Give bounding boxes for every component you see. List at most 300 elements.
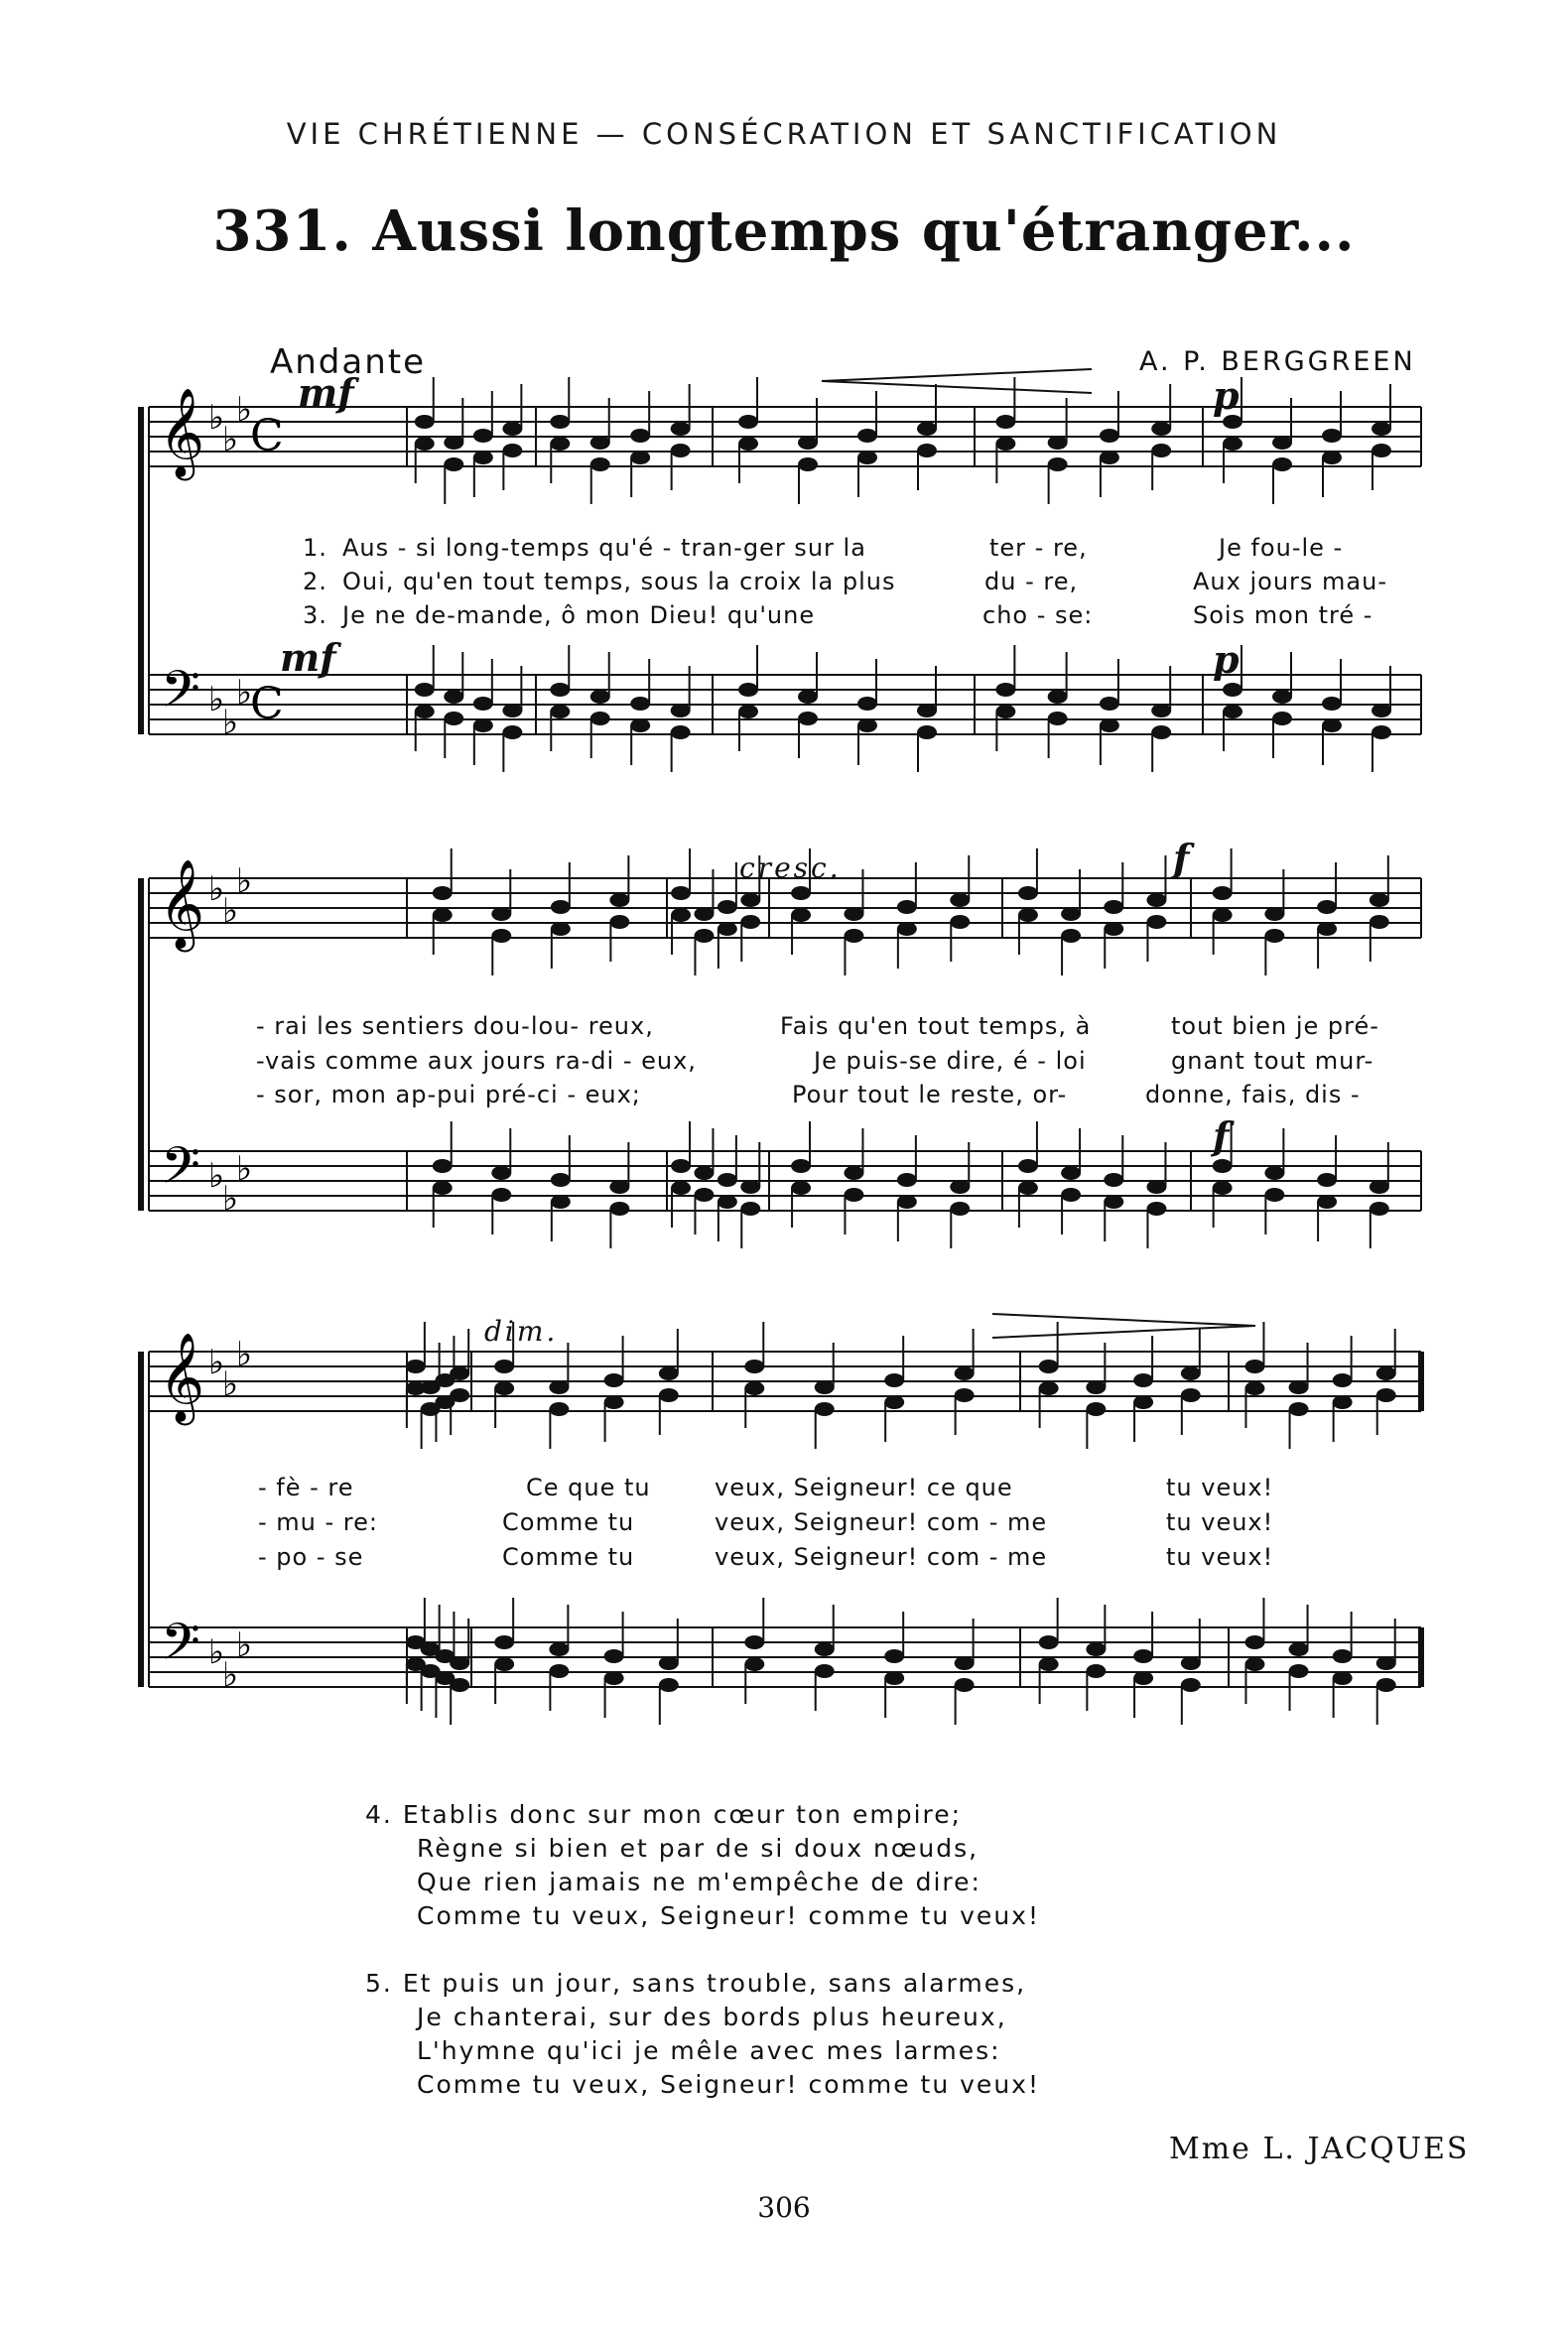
note-head — [1372, 444, 1391, 457]
dynamic-mf-treble: mf — [298, 370, 354, 415]
lyric-s2-l2-c: gnant tout mur- — [1171, 1047, 1374, 1075]
note-head — [502, 422, 522, 436]
note-head — [1264, 929, 1284, 943]
flat-icon: ♭ — [222, 703, 239, 742]
note-head — [740, 1180, 760, 1194]
note-head — [1100, 718, 1119, 732]
lyric-s1-l1-c: Je fou-le - — [1219, 534, 1344, 562]
note-head — [1370, 1202, 1389, 1216]
lyric-s3-l1-b: Ce que tu — [526, 1474, 651, 1501]
hymn-number: 331. — [212, 198, 352, 264]
note-head — [494, 1381, 514, 1395]
note-head — [718, 922, 737, 936]
note-head — [718, 1173, 737, 1187]
note-head — [590, 690, 610, 704]
note-head — [1018, 1181, 1038, 1195]
lyric-s3-l1-d: tu veux! — [1166, 1474, 1274, 1501]
dynamic-f-bass: f — [1213, 1113, 1230, 1158]
lyric-s3-l2-a: - mu - re: — [258, 1508, 378, 1536]
note-head — [590, 712, 610, 725]
decrescendo-hairpin — [822, 369, 1092, 393]
note-head — [995, 683, 1015, 697]
note-head — [491, 929, 511, 943]
note-head — [1133, 1671, 1153, 1685]
note-head — [609, 1202, 629, 1216]
flat-icon: ♭ — [208, 680, 225, 719]
note-head — [630, 451, 650, 464]
note-head — [798, 690, 818, 704]
note-head — [791, 1181, 811, 1195]
note-head — [433, 908, 453, 922]
note-head — [791, 1159, 811, 1173]
lyric-s2-l2-b: Je puis-se dire, é - loi — [814, 1047, 1087, 1075]
note-head — [740, 893, 760, 907]
note-head — [1376, 1678, 1396, 1692]
note-head — [1133, 1649, 1153, 1663]
note-head — [744, 1635, 764, 1649]
note-head — [1151, 444, 1171, 457]
note-head — [815, 1402, 835, 1416]
note-head — [897, 922, 917, 936]
note-head — [1317, 1173, 1337, 1187]
note-head — [744, 1381, 764, 1395]
note-head — [1048, 712, 1068, 725]
note-head — [491, 907, 511, 921]
note-head — [659, 1678, 679, 1692]
note-head — [955, 1388, 975, 1402]
note-head — [1146, 893, 1166, 907]
lyric-s1-l2-b: du - re, — [984, 568, 1079, 595]
note-head — [1322, 451, 1342, 464]
note-head — [1264, 1188, 1284, 1202]
note-head — [1333, 1373, 1353, 1387]
note-head — [671, 886, 691, 900]
note-head — [1048, 436, 1068, 450]
stanza-4-number: 4. — [365, 1800, 393, 1829]
note-head — [502, 704, 522, 717]
note-head — [1104, 900, 1123, 914]
flat-icon: ♭ — [236, 390, 253, 430]
note-head — [450, 1678, 469, 1692]
note-head — [1061, 907, 1081, 921]
stanza-4-line-4: Comme tu veux, Seigneur! comme tu veux! — [417, 1901, 1040, 1930]
tempo-marking: Andante — [270, 342, 427, 382]
note-head — [1322, 429, 1342, 443]
note-head — [1213, 1159, 1233, 1173]
note-head — [550, 437, 570, 451]
note-head — [671, 422, 691, 436]
note-head — [444, 457, 463, 471]
note-head — [857, 718, 877, 732]
note-head — [450, 1388, 469, 1402]
note-head — [551, 1173, 571, 1187]
note-head — [1213, 908, 1233, 922]
lyric-s3-l2-b: Comme tu — [502, 1508, 635, 1536]
note-head — [1146, 1180, 1166, 1194]
note-head — [917, 725, 937, 739]
hymn-title: Aussi longtemps qu'étranger... — [372, 198, 1356, 264]
note-head — [659, 1366, 679, 1380]
note-head — [1039, 1360, 1059, 1373]
note-head — [884, 1671, 904, 1685]
section-header: VIE CHRÉTIENNE — CONSÉCRATION ET SANCTIFICATION — [286, 117, 1282, 151]
note-head — [502, 444, 522, 457]
note-head — [884, 1373, 904, 1387]
note-head — [1100, 697, 1119, 711]
note-head — [1376, 1656, 1396, 1670]
note-head — [549, 1380, 569, 1394]
note-head — [1151, 422, 1171, 436]
note-head — [1061, 1166, 1081, 1180]
note-head — [1133, 1373, 1153, 1387]
lyric-s3-l1-c: veux, Seigneur! ce que — [715, 1474, 1013, 1501]
note-head — [1018, 1159, 1038, 1173]
note-head — [798, 457, 818, 471]
note-head — [1272, 457, 1292, 471]
note-head — [1039, 1381, 1059, 1395]
flat-icon: ♭ — [208, 1343, 225, 1382]
lyric-s1-l3-c: Sois mon tré - — [1193, 601, 1373, 629]
note-head — [917, 444, 937, 457]
note-head — [604, 1373, 624, 1387]
note-head — [995, 415, 1015, 429]
note-head — [897, 1173, 917, 1187]
note-head — [1146, 1202, 1166, 1216]
flat-icon: ♭ — [208, 398, 225, 438]
note-head — [502, 725, 522, 739]
note-head — [549, 1642, 569, 1656]
note-head — [1039, 1635, 1059, 1649]
note-head — [844, 929, 863, 943]
note-head — [791, 908, 811, 922]
note-head — [844, 1166, 863, 1180]
dynamic-mf-bass: mf — [280, 635, 336, 680]
note-head — [1086, 1642, 1106, 1656]
note-head — [1289, 1664, 1309, 1678]
note-head — [950, 1180, 970, 1194]
note-head — [744, 1657, 764, 1671]
note-head — [1223, 705, 1242, 718]
note-head — [740, 1202, 760, 1216]
bass-clef-icon: 𝄢 — [161, 659, 200, 731]
note-head — [718, 1195, 737, 1209]
note-head — [473, 451, 493, 464]
lyricist: Mme L. JACQUES — [1169, 2132, 1470, 2166]
note-head — [604, 1671, 624, 1685]
note-head — [415, 683, 435, 697]
note-head — [671, 1181, 691, 1195]
note-head — [550, 683, 570, 697]
lyric-s2-l3-c: donne, fais, dis - — [1145, 1081, 1361, 1108]
flat-icon: ♭ — [222, 1364, 239, 1404]
note-head — [604, 1395, 624, 1409]
note-head — [1317, 900, 1337, 914]
note-head — [671, 908, 691, 922]
note-head — [1333, 1671, 1353, 1685]
note-head — [1213, 886, 1233, 900]
note-head — [1181, 1656, 1201, 1670]
lyric-s1-l1-b: ter - re, — [989, 534, 1088, 562]
note-head — [1104, 922, 1123, 936]
lyric-s2-l1-b: Fais qu'en tout temps, à — [780, 1012, 1092, 1040]
treble-clef-icon: 𝄞 — [159, 1333, 205, 1422]
note-head — [857, 451, 877, 464]
lyric-s1-l1-a: Aus - si long-temps qu'é - tran-ger sur la — [342, 534, 866, 562]
note-head — [1244, 1657, 1264, 1671]
note-head — [744, 1360, 764, 1373]
note-head — [1048, 457, 1068, 471]
note-head — [1133, 1395, 1153, 1409]
note-head — [950, 893, 970, 907]
treble-clef-icon: 𝄞 — [159, 388, 205, 477]
note-head — [1376, 1366, 1396, 1380]
stanza-5-line-2: Je chanterai, sur des bords plus heureux, — [417, 2003, 1007, 2031]
note-head — [450, 1656, 469, 1670]
note-head — [415, 415, 435, 429]
note-head — [433, 1159, 453, 1173]
note-head — [1317, 1195, 1337, 1209]
note-head — [1061, 1188, 1081, 1202]
note-head — [415, 437, 435, 451]
note-head — [444, 436, 463, 450]
note-head — [1086, 1380, 1106, 1394]
lyric-s2-l2-a: -vais comme aux jours ra-di - eux, — [256, 1047, 697, 1075]
note-head — [549, 1664, 569, 1678]
note-head — [1244, 1360, 1264, 1373]
note-head — [1048, 690, 1068, 704]
note-head — [1018, 908, 1038, 922]
note-head — [955, 1366, 975, 1380]
bass-clef-icon: 𝄢 — [161, 1135, 200, 1208]
dynamic-p-bass: p — [1213, 637, 1240, 682]
lyric-s1-l2-c: Aux jours mau- — [1193, 568, 1387, 595]
note-head — [433, 886, 453, 900]
note-head — [590, 436, 610, 450]
note-head — [1061, 929, 1081, 943]
note-head — [1104, 1173, 1123, 1187]
note-head — [857, 429, 877, 443]
note-head — [1181, 1366, 1201, 1380]
note-head — [857, 697, 877, 711]
note-head — [671, 1159, 691, 1173]
lyric-s1-l3-a: Je ne de-mande, ô mon Dieu! qu'une — [342, 601, 816, 629]
note-head — [630, 697, 650, 711]
note-head — [1213, 1181, 1233, 1195]
note-head — [738, 705, 758, 718]
note-head — [694, 1166, 714, 1180]
note-head — [550, 705, 570, 718]
note-head — [1372, 422, 1391, 436]
lyric-s1-l1-num: 1. — [303, 534, 327, 562]
note-head — [1289, 1402, 1309, 1416]
note-head — [1370, 1180, 1389, 1194]
note-head — [950, 1202, 970, 1216]
bass-clef-icon: 𝄢 — [161, 1612, 200, 1684]
common-time-icon: C — [250, 679, 284, 729]
note-head — [844, 907, 863, 921]
note-head — [1086, 1664, 1106, 1678]
stanza-5-line-3: L'hymne qu'ici je mêle avec mes larmes: — [417, 2036, 1001, 2065]
stanza-4 — [365, 1798, 1040, 1933]
note-head — [1244, 1635, 1264, 1649]
stanza-5-number: 5. — [365, 1969, 393, 1998]
note-head — [473, 697, 493, 711]
flat-icon: ♭ — [222, 891, 239, 931]
lyric-s2-l1-a: - rai les sentiers dou-lou- reux, — [256, 1012, 654, 1040]
note-head — [609, 893, 629, 907]
note-head — [444, 690, 463, 704]
note-head — [798, 712, 818, 725]
note-head — [1272, 712, 1292, 725]
note-head — [494, 1657, 514, 1671]
note-head — [844, 1188, 863, 1202]
note-head — [738, 437, 758, 451]
flat-icon: ♭ — [236, 1335, 253, 1374]
common-time-icon: C — [250, 411, 284, 461]
note-head — [694, 929, 714, 943]
stanza-4-line-1: 4. Etablis donc sur mon cœur ton empire; — [365, 1800, 963, 1829]
lyric-s3-l1-a: - fè - re — [258, 1474, 354, 1501]
lyric-s3-l2-c: veux, Seigneur! com - me — [715, 1508, 1048, 1536]
note-head — [444, 712, 463, 725]
note-head — [609, 915, 629, 929]
note-head — [917, 704, 937, 717]
note-head — [604, 1649, 624, 1663]
note-head — [433, 1181, 453, 1195]
note-head — [1317, 922, 1337, 936]
treble-clef-icon: 𝄞 — [159, 859, 205, 949]
note-head — [491, 1166, 511, 1180]
note-head — [694, 907, 714, 921]
flat-icon: ♭ — [236, 861, 253, 901]
note-head — [815, 1664, 835, 1678]
note-head — [791, 886, 811, 900]
lyric-s1-l3-num: 3. — [303, 601, 327, 629]
lyric-s1-l2-num: 2. — [303, 568, 327, 595]
lyric-s3-l3-d: tu veux! — [1166, 1543, 1274, 1571]
note-head — [551, 900, 571, 914]
note-head — [450, 1366, 469, 1380]
note-head — [1104, 1195, 1123, 1209]
note-head — [1370, 893, 1389, 907]
note-head — [1272, 436, 1292, 450]
note-head — [884, 1649, 904, 1663]
stanza-5 — [365, 1967, 1040, 2102]
note-head — [671, 725, 691, 739]
note-head — [1376, 1388, 1396, 1402]
note-head — [738, 415, 758, 429]
note-head — [1151, 725, 1171, 739]
note-head — [630, 429, 650, 443]
note-head — [473, 718, 493, 732]
lyric-s1-l2-a: Oui, qu'en tout temps, sous la croix la plus — [342, 568, 896, 595]
note-head — [406, 1360, 426, 1373]
note-head — [1223, 683, 1242, 697]
note-head — [1151, 704, 1171, 717]
note-head — [1372, 725, 1391, 739]
flat-icon: ♭ — [222, 420, 239, 459]
note-head — [549, 1402, 569, 1416]
note-head — [815, 1642, 835, 1656]
dynamic-p-treble: p — [1213, 373, 1240, 418]
dynamic-cresc: cresc. — [739, 851, 842, 884]
note-head — [1322, 718, 1342, 732]
note-head — [671, 704, 691, 717]
note-head — [1086, 1402, 1106, 1416]
note-head — [551, 922, 571, 936]
flat-icon: ♭ — [236, 1149, 253, 1189]
note-head — [897, 1195, 917, 1209]
note-head — [738, 683, 758, 697]
note-head — [1322, 697, 1342, 711]
stanza-4-line-2: Règne si bien et par de si doux nœuds, — [417, 1834, 980, 1863]
composer: A. P. BERGGREEN — [1139, 346, 1416, 377]
note-head — [1181, 1388, 1201, 1402]
lyric-s3-l3-b: Comme tu — [502, 1543, 635, 1571]
note-head — [609, 1180, 629, 1194]
note-head — [1100, 429, 1119, 443]
note-head — [798, 436, 818, 450]
page-number: 306 — [757, 2191, 811, 2224]
note-head — [1264, 1166, 1284, 1180]
note-head — [551, 1195, 571, 1209]
note-head — [473, 429, 493, 443]
note-head — [659, 1656, 679, 1670]
flat-icon: ♭ — [208, 1632, 225, 1672]
note-head — [494, 1635, 514, 1649]
lyric-s2-l3-b: Pour tout le reste, or- — [792, 1081, 1068, 1108]
dynamic-dim: dim. — [484, 1315, 559, 1348]
lyric-s3-l3-a: - po - se — [258, 1543, 364, 1571]
note-head — [1039, 1657, 1059, 1671]
note-head — [1146, 915, 1166, 929]
note-head — [1244, 1381, 1264, 1395]
note-head — [718, 900, 737, 914]
stanza-5-line-4: Comme tu veux, Seigneur! comme tu veux! — [417, 2070, 1040, 2099]
note-head — [491, 1188, 511, 1202]
lyric-s3-l2-d: tu veux! — [1166, 1508, 1274, 1536]
note-head — [630, 718, 650, 732]
flat-icon: ♭ — [222, 1179, 239, 1219]
note-head — [1264, 907, 1284, 921]
note-head — [1223, 437, 1242, 451]
flat-icon: ♭ — [222, 1655, 239, 1695]
note-head — [694, 1188, 714, 1202]
note-head — [1370, 915, 1389, 929]
stanza-4-line-3: Que rien jamais ne m'empêche de dire: — [417, 1868, 981, 1896]
note-head — [815, 1380, 835, 1394]
note-head — [995, 705, 1015, 718]
flat-icon: ♭ — [208, 1156, 225, 1196]
note-head — [995, 437, 1015, 451]
note-head — [1100, 451, 1119, 464]
note-head — [590, 457, 610, 471]
note-head — [1333, 1649, 1353, 1663]
lyric-s1-l3-b: cho - se: — [982, 601, 1094, 629]
note-head — [955, 1678, 975, 1692]
flat-icon: ♭ — [236, 673, 253, 713]
stanza-5-line-1: 5. Et puis un jour, sans trouble, sans alarmes, — [365, 1969, 1027, 1998]
note-head — [1018, 886, 1038, 900]
note-head — [1181, 1678, 1201, 1692]
note-head — [897, 900, 917, 914]
note-head — [884, 1395, 904, 1409]
note-head — [1289, 1380, 1309, 1394]
dynamic-f-treble: f — [1173, 836, 1190, 880]
note-head — [917, 422, 937, 436]
lyric-s2-l1-c: tout bien je pré- — [1171, 1012, 1379, 1040]
note-head — [415, 705, 435, 718]
